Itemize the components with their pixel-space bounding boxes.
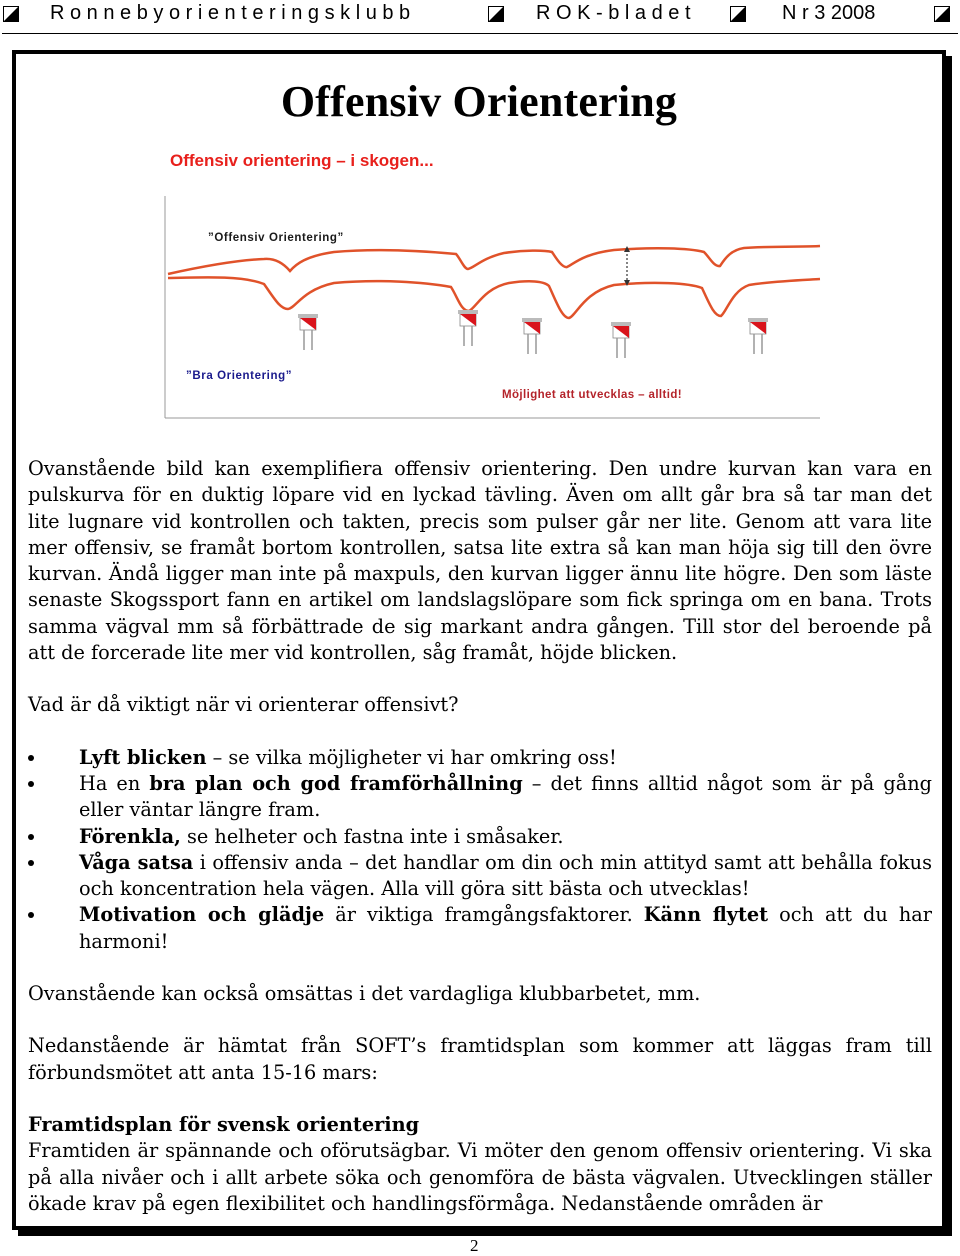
- checkbox-bullet-icon: [488, 6, 504, 22]
- header-club: R o n n e b y o r i e n t e r i n g s k l u b b: [50, 2, 411, 24]
- paragraph-club-work: Ovanstående kan också omsättas i det vardagliga klubbarbetet, mm.: [28, 982, 701, 1006]
- list-item: Våga satsa i offensiv anda – det handlar om din och min attityd samt att behålla fokus och koncentration hela vägen. Alla vill göra sitt bästa och utvecklas!: [28, 850, 932, 903]
- paragraph-soft-intro: Nedanstående är hämtat från SOFT’s framtidsplan som kommer att läggas fram till förbundsmötet att anta 15-16 mars:: [28, 1034, 932, 1084]
- checkbox-bullet-icon: [934, 6, 950, 22]
- header-magazine: R O K - b l a d e t: [536, 2, 691, 24]
- paragraph-future: Framtiden är spännande och oförutsägbar. Vi möter den genom offensiv orientering. Vi ska på alla nivåer och i allt arbete söka och genomföra de bästa vägvalen. Utvecklingen ställer ökade krav på egen flexibilitet och handlingsförmåga. Nedanstående områden är: [28, 1139, 932, 1215]
- checkbox-bullet-icon: [3, 6, 19, 22]
- control-flag-icon: [458, 310, 478, 346]
- tips-list: [28, 745, 932, 955]
- list-item: Lyft blicken – se vilka möjligheter vi har omkring oss!: [28, 745, 932, 771]
- control-flag-icon: [611, 322, 631, 358]
- lower-curve: [168, 277, 820, 318]
- figure-upper-label: ”Offensiv Orientering”: [208, 232, 344, 244]
- list-item: Förenkla, se helheter och fastna inte i småsaker.: [28, 824, 932, 850]
- article-title: Offensiv Orientering: [280, 77, 678, 126]
- paragraph-question: Vad är då viktigt när vi orienterar offensivt?: [28, 693, 459, 717]
- control-flag-icon: [298, 314, 318, 350]
- page-number: 2: [470, 1236, 479, 1255]
- control-flag-icon: [522, 318, 542, 354]
- figure-lower-label: ”Bra Orientering”: [186, 370, 293, 382]
- upper-curve: [168, 246, 820, 274]
- figure-heading: Offensiv orientering – i skogen...: [170, 151, 434, 170]
- header-issue: N r 3 2008: [782, 2, 876, 24]
- control-flag-icon: [748, 318, 768, 354]
- article-frame: [12, 50, 946, 1230]
- article-body: [28, 456, 932, 1217]
- checkbox-bullet-icon: [730, 6, 746, 22]
- section-heading: Framtidsplan för svensk orientering: [28, 1112, 420, 1136]
- figure-note: Möjlighet att utvecklas – alltid!: [502, 389, 682, 401]
- offensive-orienteering-figure: [164, 146, 824, 424]
- header-rule: [2, 33, 958, 34]
- paragraph-intro: Ovanstående bild kan exemplifiera offensiv orientering. Den undre kurvan kan vara en pulskurva för en duktig löpare vid en lyckad tävling. Även om allt går bra så tar man det lite lugnare vid kontrollen och takten, precis som pulser går ner lite. Genom att vara lite mer offensiv, se framåt bortom kontrollen, satsa lite extra så kan man höja sig till den övre kurvan. Ändå ligger man inte på maxpuls, den kurvan ligger ännu lite högre. Den som läste senaste Skogssport fann en artikel om landslagslöpare som fick springa om en bana. Trots samma vägval mm så förbättrade de sig markant andra gången. Till stor del beroende på att de forcerade lite mer vid kontrollen, såg framåt, höjde blicken.: [28, 457, 932, 665]
- running-header: [0, 0, 960, 32]
- list-item: Ha en bra plan och god framförhållning – det finns alltid något som är på gång eller väntar längre fram.: [28, 771, 932, 824]
- list-item: Motivation och glädje är viktiga framgångsfaktorer. Känn flytet och att du har harmoni!: [28, 902, 932, 955]
